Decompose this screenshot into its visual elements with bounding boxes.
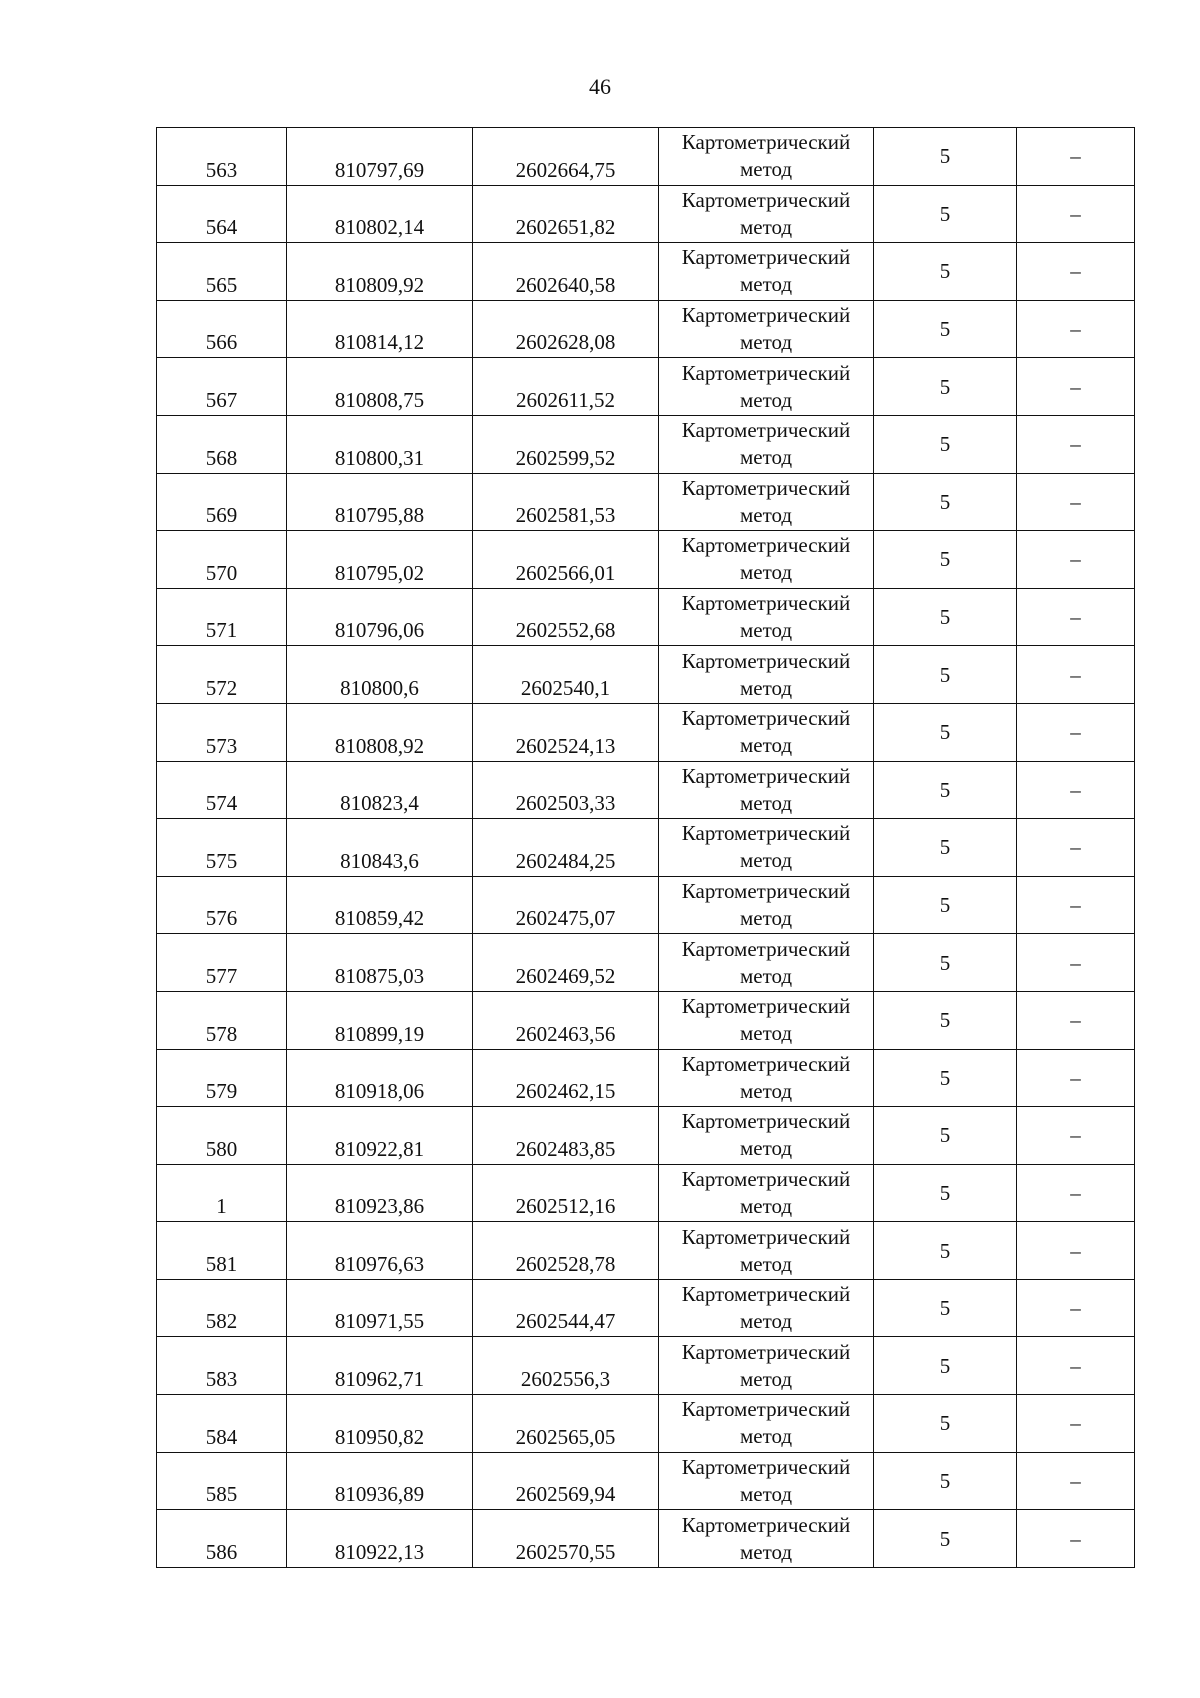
point-number-cell: 564 [157, 185, 287, 243]
method-cell [659, 185, 874, 243]
table-row [157, 761, 1135, 819]
table-row [157, 1222, 1135, 1280]
table-row [157, 531, 1135, 589]
x-coordinate-cell: 810809,92 [287, 243, 473, 301]
table-row [157, 1164, 1135, 1222]
method-line-1: Картометрический [681, 245, 851, 270]
method-cell [659, 1395, 874, 1453]
table-row [157, 1452, 1135, 1510]
point-number-cell: 578 [157, 991, 287, 1049]
precision-cell: 5 [874, 991, 1017, 1049]
method-cell [659, 243, 874, 301]
y-coordinate-cell: 2602552,68 [473, 588, 659, 646]
y-coordinate-cell: 2602544,47 [473, 1279, 659, 1337]
method-cell [659, 1337, 874, 1395]
note-cell: – [1017, 761, 1135, 819]
precision-cell: 5 [874, 876, 1017, 934]
method-cell [659, 531, 874, 589]
method-line-2: метод [739, 906, 793, 931]
precision-cell: 5 [874, 646, 1017, 704]
table-row [157, 415, 1135, 473]
table-row [157, 703, 1135, 761]
table-row [157, 1510, 1135, 1568]
method-line-2: метод [739, 1251, 793, 1276]
y-coordinate-cell: 2602651,82 [473, 185, 659, 243]
point-number-cell: 586 [157, 1510, 287, 1568]
method-line-1: Картометрический [681, 1166, 851, 1191]
y-coordinate-cell: 2602483,85 [473, 1107, 659, 1165]
note-cell: – [1017, 185, 1135, 243]
table-row [157, 819, 1135, 877]
x-coordinate-cell: 810802,14 [287, 185, 473, 243]
precision-cell: 5 [874, 473, 1017, 531]
note-cell: – [1017, 473, 1135, 531]
y-coordinate-cell: 2602475,07 [473, 876, 659, 934]
precision-cell: 5 [874, 415, 1017, 473]
method-line-1: Картометрический [681, 591, 851, 616]
method-line-1: Картометрический [681, 1397, 851, 1422]
x-coordinate-cell: 810795,88 [287, 473, 473, 531]
x-coordinate-cell: 810808,75 [287, 358, 473, 416]
method-line-1: Картометрический [681, 994, 851, 1019]
method-cell [659, 415, 874, 473]
method-line-1: Картометрический [681, 418, 851, 443]
point-number-cell: 570 [157, 531, 287, 589]
precision-cell: 5 [874, 1164, 1017, 1222]
method-line-2: метод [739, 1366, 793, 1391]
point-number-cell: 1 [157, 1164, 287, 1222]
point-number-cell: 563 [157, 128, 287, 186]
method-line-2: метод [739, 1481, 793, 1506]
x-coordinate-cell: 810922,13 [287, 1510, 473, 1568]
method-line-2: метод [739, 1136, 793, 1161]
point-number-cell: 580 [157, 1107, 287, 1165]
x-coordinate-cell: 810800,6 [287, 646, 473, 704]
note-cell: – [1017, 1452, 1135, 1510]
table-row [157, 300, 1135, 358]
point-number-cell: 565 [157, 243, 287, 301]
precision-cell: 5 [874, 128, 1017, 186]
method-line-2: метод [739, 157, 793, 182]
x-coordinate-cell: 810800,31 [287, 415, 473, 473]
x-coordinate-cell: 810936,89 [287, 1452, 473, 1510]
method-cell [659, 300, 874, 358]
method-cell [659, 646, 874, 704]
table-row [157, 243, 1135, 301]
table-row [157, 588, 1135, 646]
y-coordinate-cell: 2602463,56 [473, 991, 659, 1049]
y-coordinate-cell: 2602503,33 [473, 761, 659, 819]
point-number-cell: 577 [157, 934, 287, 992]
method-line-1: Картометрический [681, 303, 851, 328]
note-cell: – [1017, 300, 1135, 358]
y-coordinate-cell: 2602484,25 [473, 819, 659, 877]
y-coordinate-cell: 2602569,94 [473, 1452, 659, 1510]
coordinates-table-body [157, 128, 1135, 1568]
method-line-1: Картометрический [681, 1282, 851, 1307]
y-coordinate-cell: 2602565,05 [473, 1395, 659, 1453]
y-coordinate-cell: 2602556,3 [473, 1337, 659, 1395]
table-row [157, 1337, 1135, 1395]
note-cell: – [1017, 991, 1135, 1049]
table-row [157, 1279, 1135, 1337]
point-number-cell: 567 [157, 358, 287, 416]
method-cell [659, 1452, 874, 1510]
y-coordinate-cell: 2602570,55 [473, 1510, 659, 1568]
point-number-cell: 568 [157, 415, 287, 473]
y-coordinate-cell: 2602469,52 [473, 934, 659, 992]
note-cell: – [1017, 531, 1135, 589]
y-coordinate-cell: 2602581,53 [473, 473, 659, 531]
precision-cell: 5 [874, 703, 1017, 761]
x-coordinate-cell: 810875,03 [287, 934, 473, 992]
method-line-1: Картометрический [681, 1512, 851, 1537]
y-coordinate-cell: 2602599,52 [473, 415, 659, 473]
method-line-2: метод [739, 675, 793, 700]
method-cell [659, 128, 874, 186]
x-coordinate-cell: 810814,12 [287, 300, 473, 358]
x-coordinate-cell: 810808,92 [287, 703, 473, 761]
precision-cell: 5 [874, 1510, 1017, 1568]
method-line-1: Картометрический [681, 1109, 851, 1134]
x-coordinate-cell: 810859,42 [287, 876, 473, 934]
point-number-cell: 571 [157, 588, 287, 646]
point-number-cell: 583 [157, 1337, 287, 1395]
method-line-2: метод [739, 330, 793, 355]
note-cell: – [1017, 1279, 1135, 1337]
precision-cell: 5 [874, 819, 1017, 877]
method-line-2: метод [739, 848, 793, 873]
method-cell [659, 588, 874, 646]
method-cell [659, 1222, 874, 1280]
method-cell [659, 761, 874, 819]
method-line-1: Картометрический [681, 187, 851, 212]
x-coordinate-cell: 810922,81 [287, 1107, 473, 1165]
point-number-cell: 572 [157, 646, 287, 704]
method-line-1: Картометрический [681, 1454, 851, 1479]
note-cell: – [1017, 1164, 1135, 1222]
precision-cell: 5 [874, 531, 1017, 589]
method-line-1: Картометрический [681, 1051, 851, 1076]
method-line-1: Картометрический [681, 130, 851, 155]
method-cell [659, 473, 874, 531]
x-coordinate-cell: 810971,55 [287, 1279, 473, 1337]
point-number-cell: 566 [157, 300, 287, 358]
method-line-2: метод [739, 1424, 793, 1449]
method-line-2: метод [739, 733, 793, 758]
x-coordinate-cell: 810962,71 [287, 1337, 473, 1395]
method-line-1: Картометрический [681, 936, 851, 961]
y-coordinate-cell: 2602540,1 [473, 646, 659, 704]
method-line-2: метод [739, 560, 793, 585]
x-coordinate-cell: 810976,63 [287, 1222, 473, 1280]
note-cell: – [1017, 1049, 1135, 1107]
page-number: 46 [589, 74, 611, 99]
y-coordinate-cell: 2602611,52 [473, 358, 659, 416]
method-line-2: метод [739, 272, 793, 297]
y-coordinate-cell: 2602640,58 [473, 243, 659, 301]
y-coordinate-cell: 2602628,08 [473, 300, 659, 358]
table-row [157, 1395, 1135, 1453]
method-cell [659, 876, 874, 934]
method-line-2: метод [739, 618, 793, 643]
note-cell: – [1017, 703, 1135, 761]
x-coordinate-cell: 810843,6 [287, 819, 473, 877]
method-line-1: Картометрический [681, 821, 851, 846]
precision-cell: 5 [874, 1279, 1017, 1337]
point-number-cell: 573 [157, 703, 287, 761]
x-coordinate-cell: 810796,06 [287, 588, 473, 646]
table-row [157, 934, 1135, 992]
y-coordinate-cell: 2602528,78 [473, 1222, 659, 1280]
note-cell: – [1017, 588, 1135, 646]
precision-cell: 5 [874, 1222, 1017, 1280]
precision-cell: 5 [874, 588, 1017, 646]
precision-cell: 5 [874, 300, 1017, 358]
precision-cell: 5 [874, 358, 1017, 416]
note-cell: – [1017, 1222, 1135, 1280]
table-row [157, 876, 1135, 934]
point-number-cell: 585 [157, 1452, 287, 1510]
table-row [157, 358, 1135, 416]
note-cell: – [1017, 819, 1135, 877]
precision-cell: 5 [874, 1395, 1017, 1453]
y-coordinate-cell: 2602664,75 [473, 128, 659, 186]
method-cell [659, 1279, 874, 1337]
note-cell: – [1017, 358, 1135, 416]
note-cell: – [1017, 1395, 1135, 1453]
method-cell [659, 1164, 874, 1222]
method-line-1: Картометрический [681, 475, 851, 500]
method-cell [659, 991, 874, 1049]
table-row [157, 991, 1135, 1049]
table-row [157, 1107, 1135, 1165]
note-cell: – [1017, 415, 1135, 473]
x-coordinate-cell: 810899,19 [287, 991, 473, 1049]
method-line-1: Картометрический [681, 1339, 851, 1364]
note-cell: – [1017, 934, 1135, 992]
point-number-cell: 576 [157, 876, 287, 934]
precision-cell: 5 [874, 1452, 1017, 1510]
method-line-2: метод [739, 1193, 793, 1218]
x-coordinate-cell: 810918,06 [287, 1049, 473, 1107]
note-cell: – [1017, 646, 1135, 704]
table-row [157, 1049, 1135, 1107]
method-line-2: метод [739, 214, 793, 239]
y-coordinate-cell: 2602462,15 [473, 1049, 659, 1107]
method-line-1: Картометрический [681, 763, 851, 788]
x-coordinate-cell: 810923,86 [287, 1164, 473, 1222]
note-cell: – [1017, 1107, 1135, 1165]
method-line-2: метод [739, 1021, 793, 1046]
y-coordinate-cell: 2602512,16 [473, 1164, 659, 1222]
precision-cell: 5 [874, 243, 1017, 301]
point-number-cell: 569 [157, 473, 287, 531]
method-line-1: Картометрический [681, 533, 851, 558]
method-cell [659, 1510, 874, 1568]
table-row [157, 646, 1135, 704]
y-coordinate-cell: 2602524,13 [473, 703, 659, 761]
precision-cell: 5 [874, 1049, 1017, 1107]
note-cell: – [1017, 1337, 1135, 1395]
table-row [157, 185, 1135, 243]
x-coordinate-cell: 810950,82 [287, 1395, 473, 1453]
note-cell: – [1017, 243, 1135, 301]
precision-cell: 5 [874, 761, 1017, 819]
method-cell [659, 1107, 874, 1165]
point-number-cell: 579 [157, 1049, 287, 1107]
x-coordinate-cell: 810795,02 [287, 531, 473, 589]
method-line-2: метод [739, 1309, 793, 1334]
method-line-2: метод [739, 790, 793, 815]
method-line-1: Картометрический [681, 360, 851, 385]
method-line-1: Картометрический [681, 648, 851, 673]
coordinates-table [156, 127, 1135, 1568]
note-cell: – [1017, 128, 1135, 186]
method-line-1: Картометрический [681, 706, 851, 731]
note-cell: – [1017, 1510, 1135, 1568]
point-number-cell: 582 [157, 1279, 287, 1337]
table-row [157, 473, 1135, 531]
method-cell [659, 358, 874, 416]
point-number-cell: 581 [157, 1222, 287, 1280]
y-coordinate-cell: 2602566,01 [473, 531, 659, 589]
method-cell [659, 934, 874, 992]
precision-cell: 5 [874, 1107, 1017, 1165]
method-line-2: метод [739, 445, 793, 470]
x-coordinate-cell: 810823,4 [287, 761, 473, 819]
point-number-cell: 584 [157, 1395, 287, 1453]
method-cell [659, 703, 874, 761]
precision-cell: 5 [874, 934, 1017, 992]
method-cell [659, 1049, 874, 1107]
method-cell [659, 819, 874, 877]
method-line-1: Картометрический [681, 879, 851, 904]
method-line-2: метод [739, 387, 793, 412]
x-coordinate-cell: 810797,69 [287, 128, 473, 186]
method-line-2: метод [739, 1078, 793, 1103]
method-line-2: метод [739, 1539, 793, 1564]
table-row [157, 128, 1135, 186]
method-line-1: Картометрический [681, 1224, 851, 1249]
method-line-2: метод [739, 963, 793, 988]
note-cell: – [1017, 876, 1135, 934]
point-number-cell: 575 [157, 819, 287, 877]
precision-cell: 5 [874, 185, 1017, 243]
method-line-2: метод [739, 502, 793, 527]
point-number-cell: 574 [157, 761, 287, 819]
precision-cell: 5 [874, 1337, 1017, 1395]
